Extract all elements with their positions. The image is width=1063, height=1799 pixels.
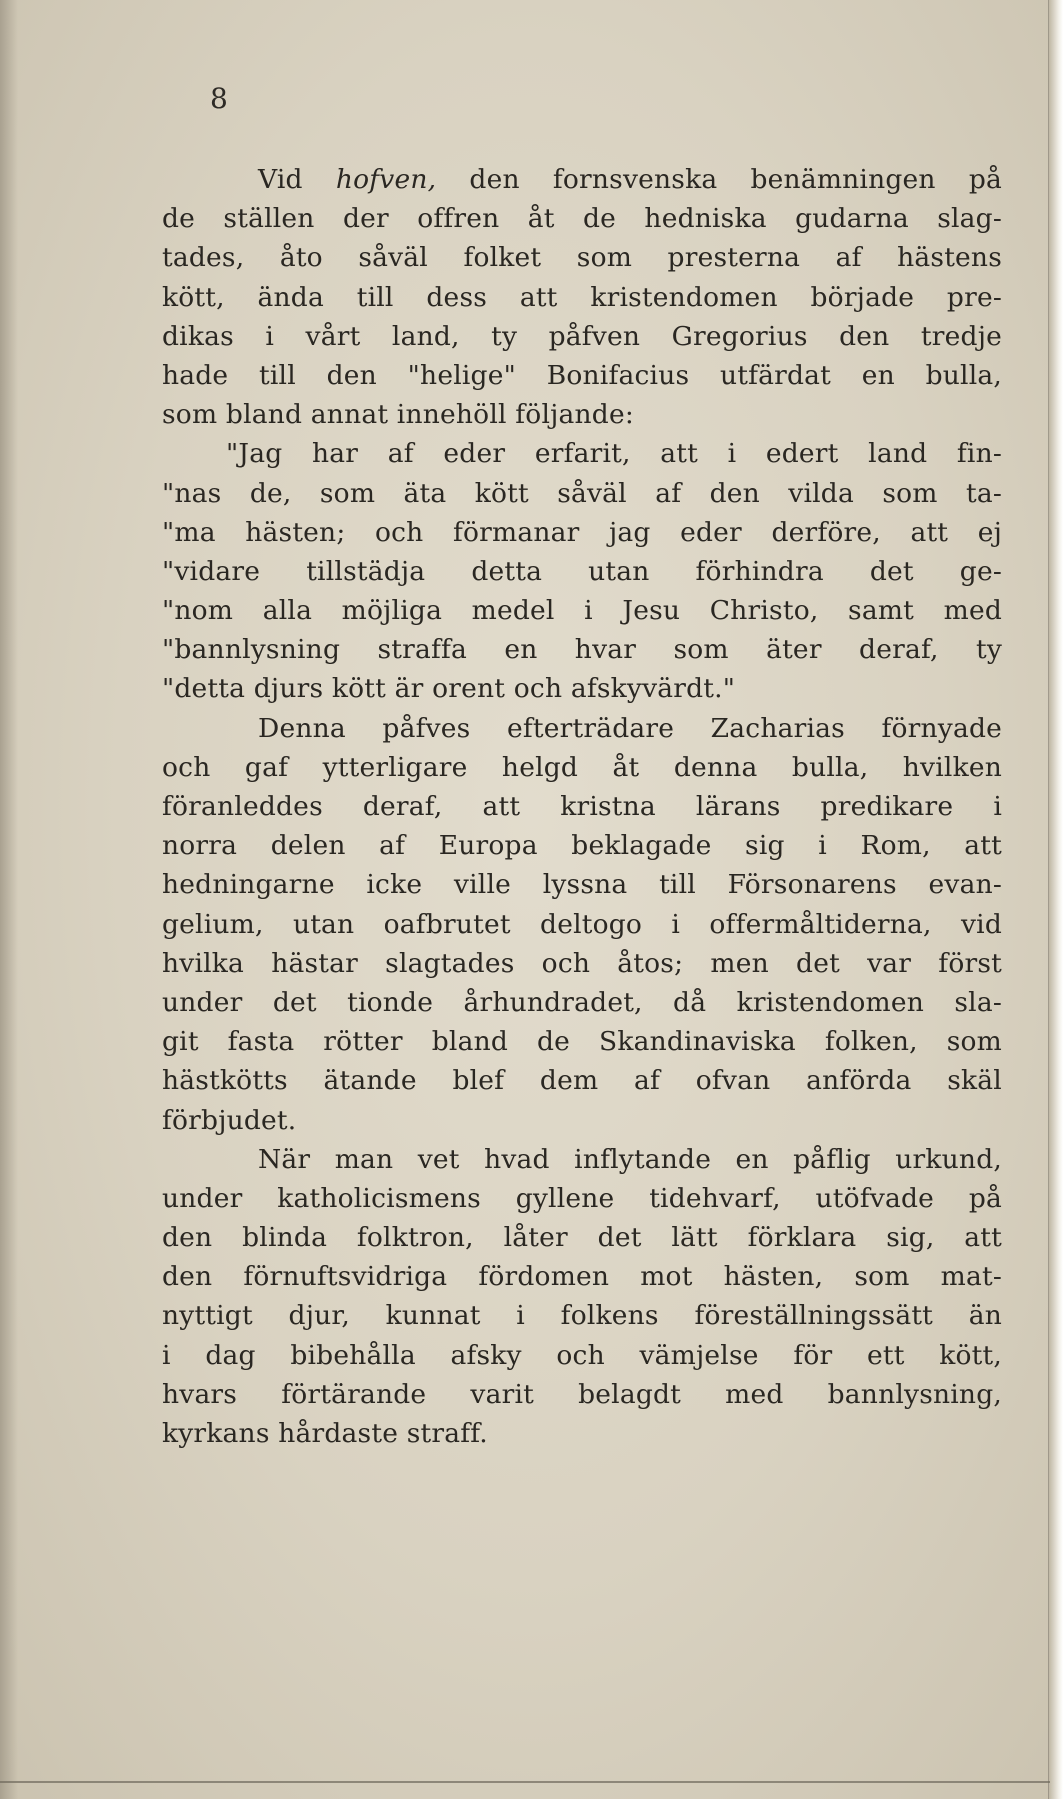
text-line: som bland annat innehöll följande: [162, 399, 634, 431]
text-line: "detta djurs kött är orent och afskyvärdt." [162, 673, 736, 705]
text-line: de ställen der offren åt de hedniska gudarna slag- [162, 203, 1002, 235]
text-line: hvars förtärande varit belagdt med bannlysning, [162, 1378, 1002, 1410]
text-line: hvilka hästar slagtades och åtos; men det var först [162, 947, 1002, 979]
text-line: "bannlysning straffa en hvar som äter deraf, ty [162, 634, 1002, 666]
text-line: den förnuftsvidriga fördomen mot hästen, som mat- [162, 1261, 1002, 1293]
text-line: git fasta rötter bland de Skandinaviska folken, som [162, 1026, 1002, 1058]
text-line: hade till den "helige" Bonifacius utfärdat en bulla, [162, 359, 1002, 391]
text-line: "Jag har af eder erfarit, att i edert land fin- [226, 438, 1002, 470]
body-text [162, 160, 1002, 1453]
text-line: gelium, utan oafbrutet deltogo i offermåltiderna, vid [162, 908, 1002, 940]
text-line: under det tionde århundradet, då kristendomen sla- [162, 986, 1002, 1018]
text-line: den blinda folktron, låter det lätt förklara sig, att [162, 1222, 1002, 1254]
text-line: "nas de, som äta kött såväl af den vilda som ta- [162, 477, 1002, 509]
text-line: förbjudet. [162, 1104, 297, 1136]
italic-term: hofven, [335, 164, 437, 195]
text-line: under katholicismens gyllene tidehvarf, utöfvade på [162, 1182, 1002, 1214]
text-line: kött, ända till dess att kristendomen började pre- [162, 281, 1002, 313]
text-line: dikas i vårt land, ty påfven Gregorius den tredje [162, 320, 1002, 352]
page-gutter-shadow [0, 0, 18, 1799]
text-line: Denna påfves efterträdare Zacharias förnyade [258, 712, 1002, 744]
text-line: och gaf ytterligare helgd åt denna bulla, hvilken [162, 751, 1002, 783]
text-run: den fornsvenska benämningen på [436, 164, 1002, 195]
text-line: hedningarne icke ville lyssna till Försonarens evan- [162, 869, 1002, 901]
text-line: "vidare tillstädja detta utan förhindra det ge- [162, 555, 1002, 587]
text-line: När man vet hvad inflytande en påflig urkund, [258, 1143, 1002, 1175]
text-run: Vid [258, 164, 336, 195]
page-number: 8 [210, 82, 228, 115]
text-line: föranleddes deraf, att kristna lärans predikare i [162, 791, 1002, 822]
text-line: tades, åto såväl folket som presterna af hästens [162, 242, 1002, 274]
text-line: i dag bibehålla afsky och vämjelse för ett kött, [162, 1339, 1002, 1371]
bottom-rule [0, 1781, 1050, 1783]
text-line [162, 160, 1002, 199]
page-edge [1049, 0, 1063, 1799]
text-line: "ma hästen; och förmanar jag eder derföre, att ej [162, 516, 1002, 548]
text-line: norra delen af Europa beklagade sig i Rom, att [162, 830, 1002, 862]
text-line: "nom alla möjliga medel i Jesu Christo, samt med [162, 595, 1002, 627]
text-line: kyrkans hårdaste straff. [162, 1418, 488, 1449]
text-line: hästkötts ätande blef dem af ofvan anförda skäl [162, 1065, 1002, 1097]
text-line: nyttigt djur, kunnat i folkens föreställningssätt än [162, 1300, 1002, 1332]
